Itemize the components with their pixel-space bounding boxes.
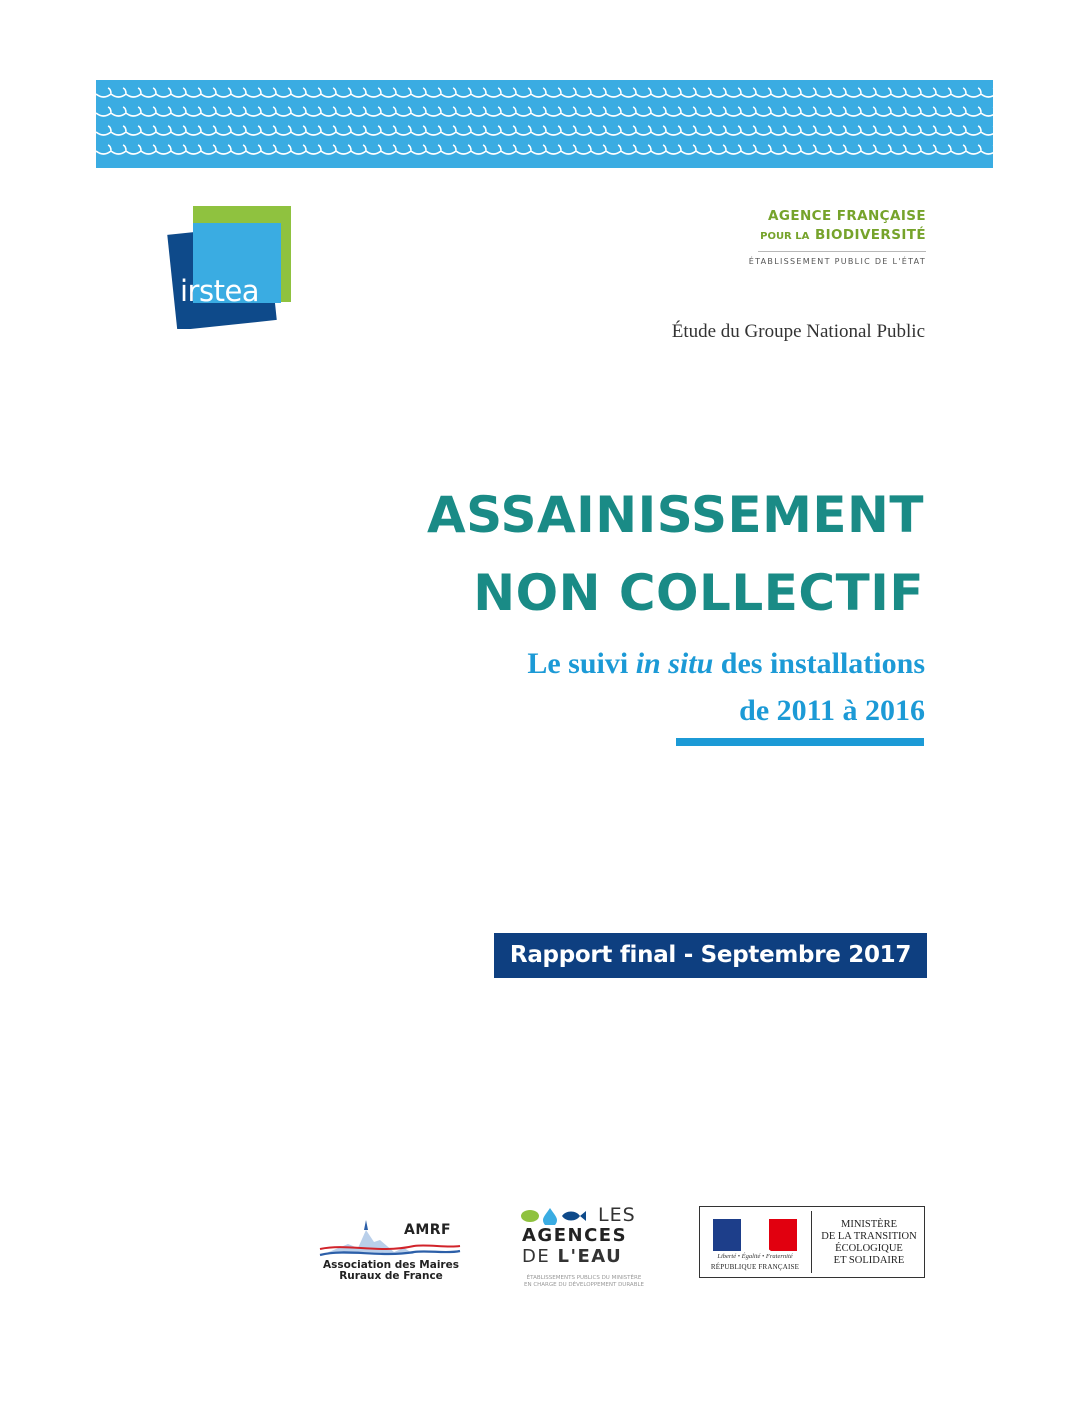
agences-small2: EN CHARGE DU DÉVELOPPEMENT DURABLE (523, 1282, 645, 1288)
afb-line2 (749, 225, 926, 245)
irstea-logo-text: irstea (180, 274, 260, 308)
page-title (427, 476, 924, 632)
amrf-code: AMRF (404, 1222, 452, 1238)
wave-banner (96, 80, 993, 168)
agences-icons (520, 1207, 586, 1225)
title-line2: NON COLLECTIF (473, 564, 924, 622)
leaf-icon (521, 1210, 539, 1222)
ministere-name (812, 1219, 926, 1267)
irstea-logo (166, 205, 294, 329)
afb-line2-small: POUR LA (760, 231, 810, 242)
agences-line1: LES (598, 1204, 636, 1226)
subtitle-part2: des installations (720, 647, 925, 680)
ministere-name-line4: ET SOLIDAIRE (833, 1255, 905, 1266)
amrf-name (318, 1260, 464, 1282)
afb-line2-big: BIODIVERSITÉ (814, 227, 926, 243)
amrf-steeple (364, 1220, 368, 1230)
subtitle-line1 (527, 640, 925, 687)
amrf-name-line2: Ruraux de France (339, 1270, 443, 1282)
title-line1: ASSAINISSEMENT (426, 486, 924, 544)
drop-icon (543, 1208, 557, 1225)
agences-small-print (520, 1275, 648, 1289)
agences-small1: ÉTABLISSEMENTS PUBLICS DU MINISTÈRE (526, 1275, 642, 1281)
ministere-logo (699, 1206, 925, 1278)
subtitle-part1: Le suivi (527, 647, 629, 680)
amrf-mountain (324, 1230, 414, 1254)
marianne-flag-icon (713, 1219, 797, 1251)
ministere-name-line3: ÉCOLOGIQUE (835, 1243, 903, 1254)
subtitle (527, 640, 925, 734)
ministere-motto: Liberté • Égalité • Fraternité (717, 1253, 793, 1260)
afb-divider (758, 251, 926, 252)
afb-line1: AGENCE FRANÇAISE (768, 208, 926, 224)
fish-icon (562, 1211, 586, 1221)
study-label: Étude du Groupe National Public (671, 321, 925, 342)
ministere-name-line1: MINISTÈRE (841, 1219, 897, 1230)
subtitle-underline (676, 738, 924, 746)
ministere-name-line2: DE LA TRANSITION (821, 1231, 917, 1242)
subtitle-line2: de 2011 à 2016 (739, 694, 925, 727)
flag-blue (713, 1219, 741, 1251)
flag-red (769, 1219, 797, 1251)
afb-logo (749, 208, 926, 266)
agences-line3-a: DE (522, 1246, 551, 1267)
agences-line3 (522, 1247, 622, 1267)
subtitle-italic: in situ (635, 647, 714, 680)
agences-line2: AGENCES (522, 1225, 628, 1246)
agences-line3-b: L'EAU (557, 1246, 623, 1267)
amrf-name-line1: Association des Maires (323, 1259, 459, 1271)
report-label: Rapport final - Septembre 2017 (494, 933, 927, 978)
afb-line3: ÉTABLISSEMENT PUBLIC DE L'ÉTAT (748, 257, 926, 266)
ministere-republic: RÉPUBLIQUE FRANÇAISE (710, 1263, 800, 1271)
